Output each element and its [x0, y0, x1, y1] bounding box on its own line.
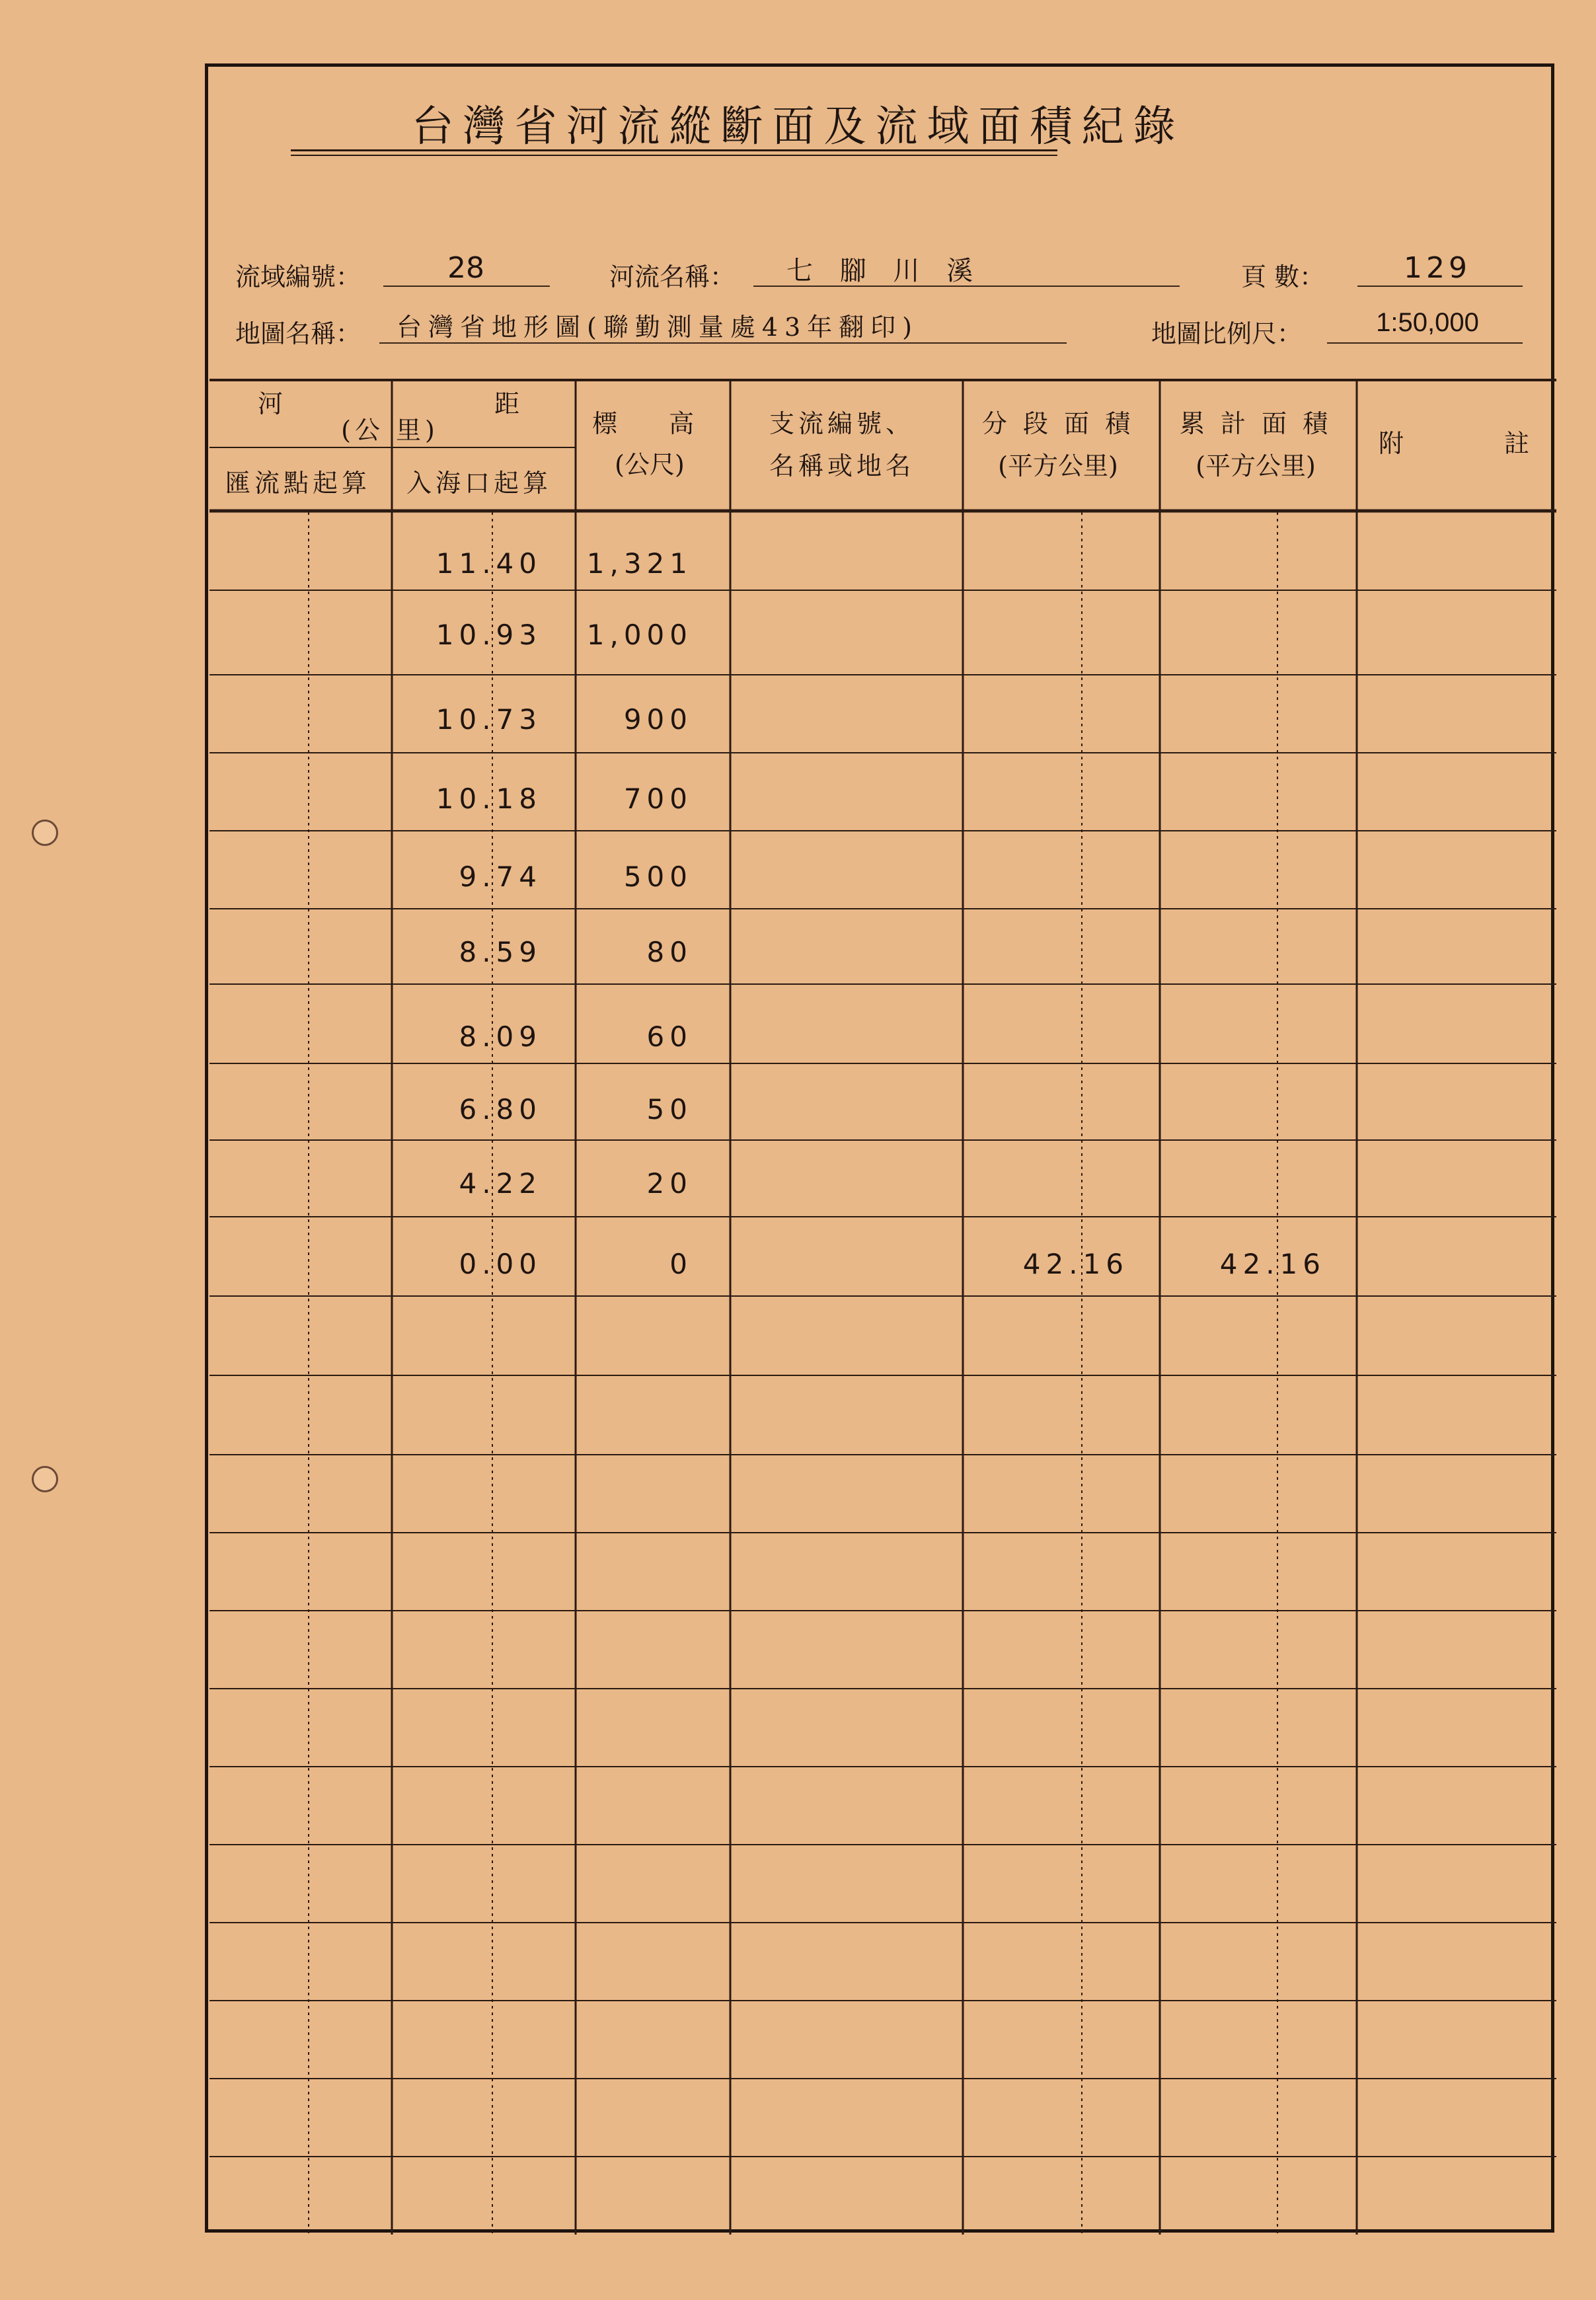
distance-from-mouth-cell: 11.40	[436, 547, 542, 580]
header-tributary-line2: 名稱或地名	[769, 451, 915, 480]
header-section-area-unit: (平方公里)	[998, 451, 1118, 480]
header-tributary-line1: 支流編號、	[769, 409, 915, 438]
elevation-cell: 1,321	[586, 547, 693, 580]
punch-hole-top	[32, 820, 58, 846]
header-cumulative-area: 累 計 面 積	[1179, 409, 1332, 438]
header-distance-unit: (公 里)	[341, 416, 439, 445]
elevation-cell: 50	[646, 1093, 693, 1126]
elevation-cell: 700	[623, 783, 693, 815]
header-remarks: 附 註	[1378, 429, 1529, 458]
river-name-value: 七 腳 川 溪	[786, 256, 983, 286]
header-section-area: 分 段 面 積	[981, 409, 1135, 438]
document-title: 台灣省河流縱斷面及流域面積紀錄	[411, 102, 1185, 151]
scale-value: 1:50,000	[1376, 308, 1479, 337]
distance-from-mouth-cell: 10.93	[436, 619, 542, 651]
river-name-label: 河流名稱：	[609, 262, 736, 291]
elevation-cell: 1,000	[586, 619, 693, 651]
distance-from-mouth-cell: 9.74	[459, 861, 542, 893]
header-from-confluence: 匯流點起算	[225, 469, 371, 498]
elevation-cell: 900	[623, 703, 693, 736]
page-no-value: 129	[1404, 251, 1471, 285]
header-distance-left-char: 河	[258, 389, 284, 418]
elevation-cell: 60	[646, 1020, 693, 1053]
distance-from-mouth-cell: 6.80	[459, 1093, 542, 1126]
basin-no-label: 流域編號：	[235, 262, 361, 291]
header-cumulative-area-unit: (平方公里)	[1196, 451, 1316, 480]
cumulative-area-cell: 42.16	[1219, 1248, 1326, 1280]
elevation-cell: 80	[646, 936, 693, 968]
page-no-label: 頁 數：	[1241, 262, 1325, 291]
section-area-cell: 42.16	[1022, 1248, 1129, 1280]
distance-from-mouth-cell: 10.18	[436, 783, 542, 815]
header-elevation: 標 高	[591, 409, 707, 438]
elevation-cell: 0	[669, 1248, 693, 1280]
header-elevation-unit: (公尺)	[615, 450, 685, 479]
distance-from-mouth-cell: 4.22	[459, 1167, 542, 1200]
form-frame	[205, 63, 1554, 2233]
distance-from-mouth-cell: 10.73	[436, 703, 542, 736]
distance-from-mouth-cell: 8.09	[459, 1020, 542, 1053]
map-name-value: 台灣省地形圖(聯勤測量處43年翻印)	[397, 313, 919, 342]
punch-hole-bottom	[32, 1466, 58, 1492]
map-name-label: 地圖名稱：	[235, 319, 361, 348]
scale-label: 地圖比例尺：	[1151, 319, 1303, 348]
header-distance-right-char: 距	[494, 389, 520, 418]
header-from-mouth: 入海口起算	[406, 469, 552, 498]
table-grid	[208, 67, 1558, 2236]
distance-from-mouth-cell: 0.00	[459, 1248, 542, 1280]
distance-from-mouth-cell: 8.59	[459, 936, 542, 968]
elevation-cell: 20	[646, 1167, 693, 1200]
basin-no-value: 28	[447, 251, 484, 285]
elevation-cell: 500	[623, 861, 693, 893]
